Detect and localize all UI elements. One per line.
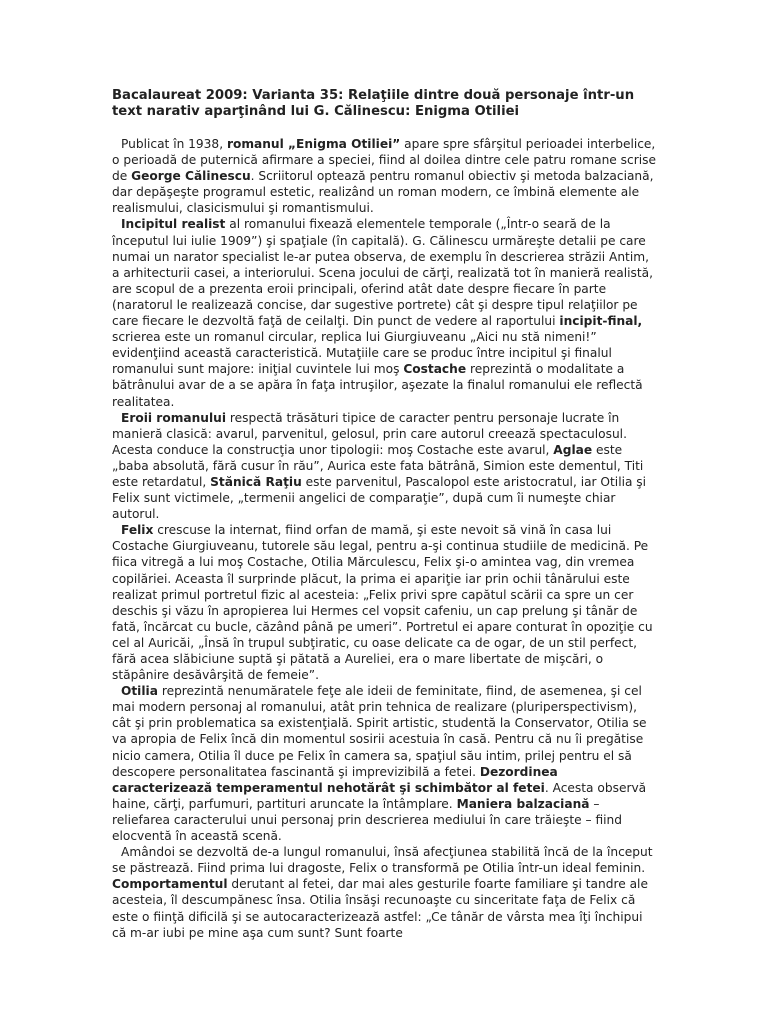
bold-text: Comportamentul: [112, 877, 228, 892]
document-body: [112, 136, 657, 941]
text-run: – reliefarea caracterului unui personaj prin descrierea mediului în care trăieşte – fiind elocventă în această scenă.: [112, 796, 623, 844]
paragraph: [112, 136, 657, 216]
text-run: apare spre sfârşitul perioadei interbelice, o perioadă de puternică afirmare a speciei, fiind al doilea dintre cele patru romane scrise de: [112, 137, 656, 184]
bold-text: Aglae: [553, 442, 593, 457]
text-run: este parvenitul, Pascalopol este aristocratul, iar Otilia şi Felix sunt victimele, „termenii angelici de comparaţie”, după cum îi numeşte chiar autorul.: [112, 474, 647, 522]
paragraph: [112, 522, 657, 683]
bold-text: Dezordinea caracterizează temperamentul nehotărât şi schimbător al fetei: [112, 764, 558, 795]
text-run: . Acesta observă haine, cărţi, parfumuri, partituri aruncate la întâmplare.: [112, 780, 647, 811]
text-run: . Scriitorul optează pentru romanul obiectiv şi metoda balzaciană, dar depăşeşte programul estetic, realizând un roman modern, ce îmbină elemente ale realismului, clasicismului şi romantismului.: [112, 169, 654, 216]
paragraph: [112, 683, 657, 844]
text-run: reprezintă o modalitate a bătrânului avar de a se apăra în faţa intruşilor, aşezate la finalul romanului ele reflectă realitatea.: [112, 362, 643, 409]
text-run: reprezintă nenumăratele feţe ale ideii de feminitate, fiind, de asemenea, şi cel mai modern personaj al romanului, atât prin tehnica de realizare (pluriperspectivism), cât şi prin problematica sa existenţială. Spirit artistic, studentă la Conservator, Otilia se va apropia de Felix încă din momentul sosirii acestuia în casă. Pentru că nu îi pregătise nicio camera, Otilia îl duce pe Felix în camera sa, spaţiul său intim, prilej pentru el să descopere personalitatea fascinantă şi imprevizibilă a fetei.: [112, 684, 647, 779]
bold-text: Incipitul realist: [121, 217, 226, 232]
paragraph: [112, 410, 657, 523]
bold-text: Eroii romanului: [121, 410, 226, 425]
bold-text: George Călinescu: [131, 169, 251, 184]
paragraph: [112, 216, 657, 409]
bold-text: Felix: [121, 523, 154, 538]
bold-text: Maniera balzaciană: [456, 796, 590, 811]
bold-text: incipit-final,: [559, 314, 643, 329]
text-run: respectă trăsături tipice de caracter pentru personaje lucrate în manieră clasică: avarul, parvenitul, gelosul, prin care autorul creează spectaculosul. Acesta conduce la construcţia unor tipologii: moş Costache este avarul,: [112, 410, 627, 457]
text-run: derutant al fetei, dar mai ales gesturile foarte familiare şi tandre ale acesteia, îl descumpănesc însa. Otilia însăşi recunoaşte cu sinceritate faţa de Felix că este o fiinţă dificilă şi se autocaracterizează astfel: „Ce tânăr de vârsta mea îţi închipui că m-ar iubi pe mine aşa cum sunt? Sunt foarte: [112, 877, 648, 940]
bold-text: Otilia: [121, 684, 158, 699]
text-run: al romanului fixează elementele temporale („Într-o seară de la începutul lui iulie 1909”) şi spaţiale (în capitală). G. Călinescu urmăreşte detalii pe care numai un narator specialist le-ar putea observa, de exemplu în descrierea străzii Antim, a arhitecturii casei, a interiorului. Scena jocului de cărţi, realizată tot în manieră realistă, are scopul de a prezenta eroii principali, oferind atât date despre fiecare în parte (naratorul le realizează concise, dar sugestive portrete) cât şi despre tipul relaţiilor pe care fiecare le dezvoltă faţă de ceilalţi. Din punct de vedere al raportului: [112, 217, 654, 329]
bold-text: Costache: [403, 362, 467, 377]
bold-text: romanul „Enigma Otiliei”: [226, 137, 401, 151]
text-run: crescuse la internat, fiind orfan de mamă, şi este nevoit să vină în casa lui Costache Giurgiuveanu, tutorele său legal, pentru a-şi continua studiile de medicină. Pe fiica vitregă a lui moş Costache, Otilia Mărculescu, Felix şi-o amintea vag, din vremea copilăriei. Aceasta îl surprinde plăcut, la prima ei apariţie iar prin ochii tânărului este realizat primul portretul fizic al acesteia: „Felix privi spre capătul scării ca spre un cer deschis şi văzu în apropierea lui Hermes cel vopsit cafeniu, un cap prelung şi tânăr de fată, încărcat cu bucle, căzând până pe umeri”. Portretul ei apare conturat în opoziţie cu cel al Auricăi, „Însă în trupul subţiratic, cu oase delicate ca de ogar, de un stil perfect, fără acea slăbiciune suptă şi pătată a Aureliei, era o mare libertate de mişcări, o stăpânire desăvârşită de femeie”.: [112, 523, 653, 683]
document-page: [112, 88, 657, 941]
bold-text: Stănică Raţiu: [210, 474, 302, 489]
text-run: scrierea este un romanul circular, replica lui Giurgiuveanu „Aici nu stă nimeni!” evidenţiind această caracteristică. Mutaţiile care se produc între incipitul şi finalul romanului sunt majore: iniţial cuvintele lui moş: [112, 330, 612, 377]
text-run: Publicat în 1938,: [121, 137, 227, 151]
document-title: Bacalaureat 2009: Varianta 35: Relaţiile dintre două personaje într-un text narativ aparţinând lui G. Călinescu: Enigma Otiliei: [112, 88, 635, 119]
paragraph: [112, 844, 657, 941]
text-run: Amândoi se dezvoltă de-a lungul romanului, însă afecţiunea stabilită încă de la început se păstrează. Fiind prima lui dragoste, Felix o transformă pe Otilia într-un ideal feminin.: [112, 845, 653, 876]
text-run: este „baba absolută, fără cusur în rău”, Aurica este fata bătrână, Simion este dementul, Titi este retardatul,: [112, 442, 644, 489]
